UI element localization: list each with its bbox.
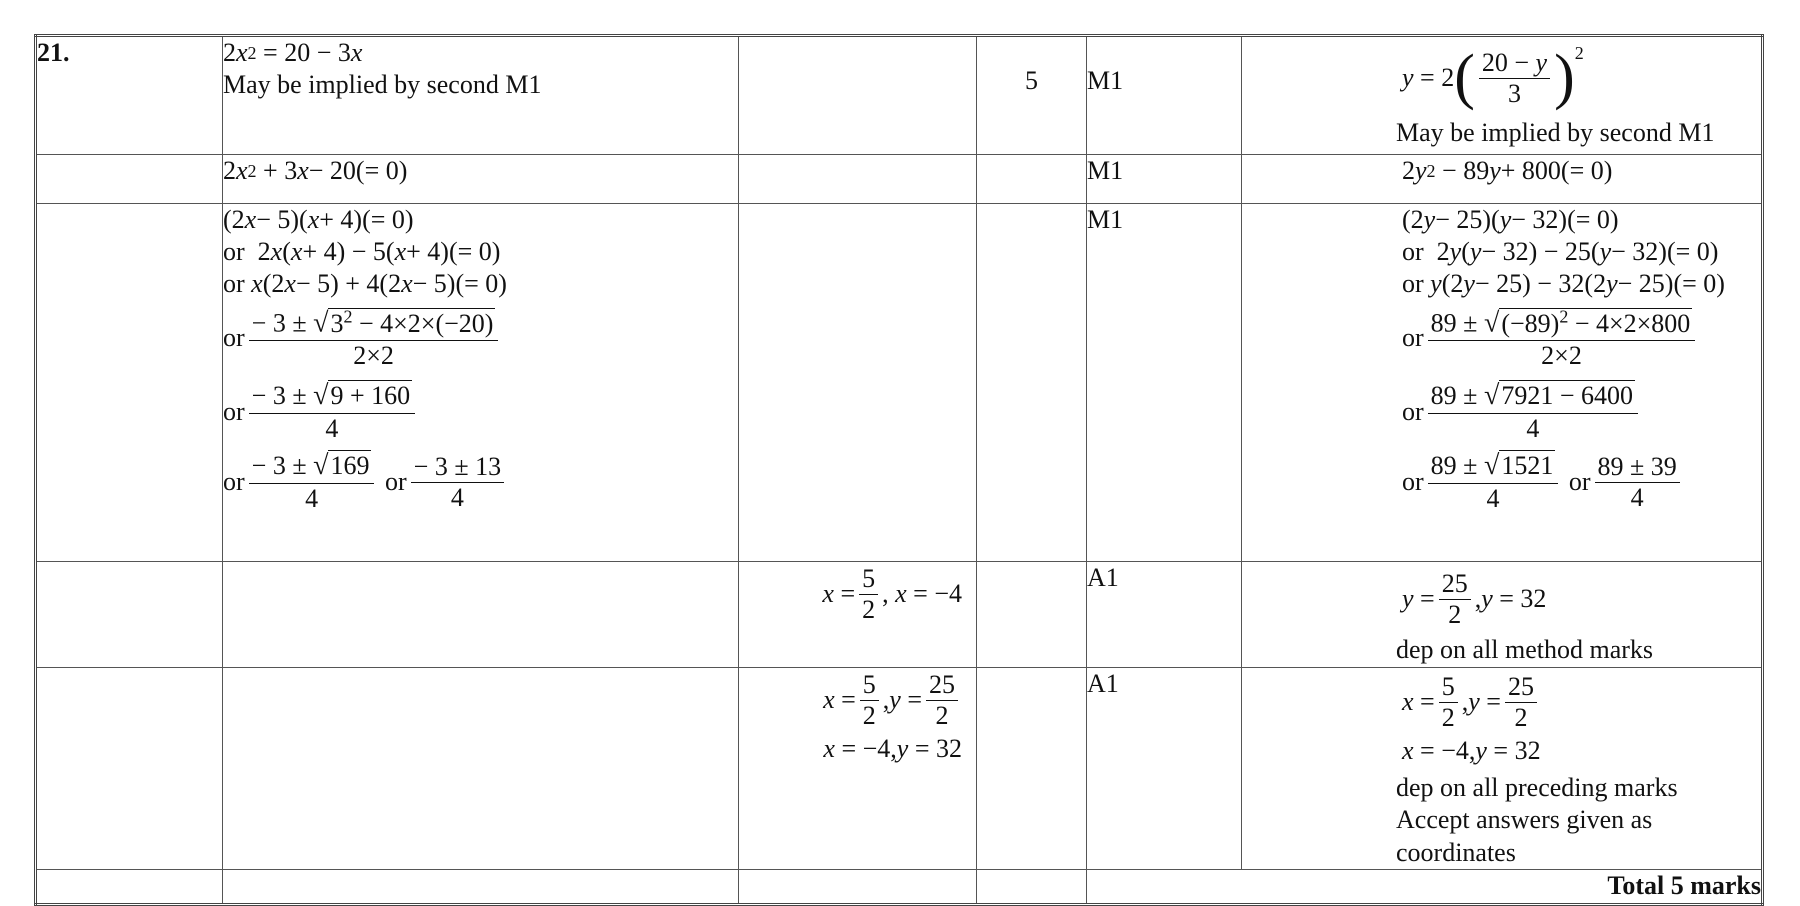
equation: or 2 y ( y − 32) − 25( y − 32)(= 0) [1402, 236, 1719, 266]
equation: (2 x − 5)( x + 4)(= 0) [223, 204, 414, 234]
equation: x = −4, y = 32 [1402, 736, 1541, 766]
equation: or $\frac{- 3 \pm √9 + 160}{4}$ [223, 377, 738, 447]
equation: 2 x 2 = 20 − 3 x [223, 37, 363, 67]
answer: x = −4, y = 32 [823, 734, 962, 764]
notes-text: dep on all preceding marks [1396, 772, 1678, 802]
notes-text: Accept answers given as coordinates [1396, 805, 1653, 867]
notes-text: May be implied by second M1 [1396, 118, 1715, 147]
equation: or $\frac{- 3 \pm √169}{4}$ or $\frac{- 3 \pm 13}{4}$ [223, 447, 738, 517]
total-marks: Total 5 marks [1087, 870, 1763, 905]
notes-cell [1242, 36, 1763, 155]
equation: y = 2 ( $\frac{20 - y}{3}$ ) $^2$ [1402, 42, 1584, 112]
table-row [36, 204, 1763, 562]
table-row [36, 562, 1763, 668]
equation: or $\frac{89 \pm √1521}{4}$ or $\frac{89 \pm 39}{4}$ [1402, 447, 1761, 517]
equation: x = $\frac{5}{2}$ , y = $\frac{25}{2}$ [1402, 670, 1761, 736]
mark-scheme-table [34, 34, 1764, 906]
equation: or x (2 x − 5) + 4(2 x − 5)(= 0) [223, 268, 507, 298]
equation: or 2 x ( x + 4) − 5( x + 4)(= 0) [223, 236, 501, 266]
working-note: May be implied by second M1 [223, 70, 542, 99]
working-cell [223, 204, 739, 562]
answer-cell [739, 562, 977, 668]
table-row [36, 870, 1763, 905]
answer: x = $\frac{5}{2}$ , y = $\frac{25}{2}$ [823, 668, 962, 734]
answer-cell [739, 667, 977, 870]
table-row [36, 155, 1763, 204]
equation: or y (2 y − 25) − 32(2 y − 25)(= 0) [1402, 268, 1725, 298]
marks-value: 5 [977, 36, 1087, 155]
notes-cell [1242, 155, 1763, 204]
answer-cell [739, 36, 977, 155]
table-row [36, 667, 1763, 870]
table-row [36, 36, 1763, 155]
mark-code: A1 [1087, 667, 1242, 870]
mark-code: M1 [1087, 36, 1242, 155]
equation: y = $\frac{25}{2}$ , y = 32 [1402, 568, 1547, 629]
equation: or $\frac{89 \pm √(-89)^2 - 4\times 2\times 800}{2\times 2}$ [1402, 300, 1761, 377]
equation: or $\frac{- 3 \pm √3^2 - 4\times 2\times(-20)}{2\times 2}$ [223, 300, 738, 377]
question-number: 21. [36, 36, 223, 155]
notes-text: dep on all method marks [1396, 635, 1654, 664]
equation: 2 y 2 − 89 y + 800(= 0) [1402, 155, 1613, 185]
equation: 2 x 2 + 3 x − 20(= 0) [223, 155, 408, 185]
working-cell [223, 155, 739, 204]
mark-code: M1 [1087, 155, 1242, 204]
equation: (2 y − 25)( y − 32)(= 0) [1402, 204, 1619, 234]
notes-cell [1242, 204, 1763, 562]
answer: x = $\frac{5}{2}$ , x = −4 [822, 563, 962, 624]
notes-cell [1242, 562, 1763, 668]
mark-code: A1 [1087, 562, 1242, 668]
equation: or $\frac{89 \pm √7921 - 6400}{4}$ [1402, 377, 1761, 447]
notes-cell [1242, 667, 1763, 870]
mark-code: M1 [1087, 204, 1242, 562]
working-cell [223, 36, 739, 155]
